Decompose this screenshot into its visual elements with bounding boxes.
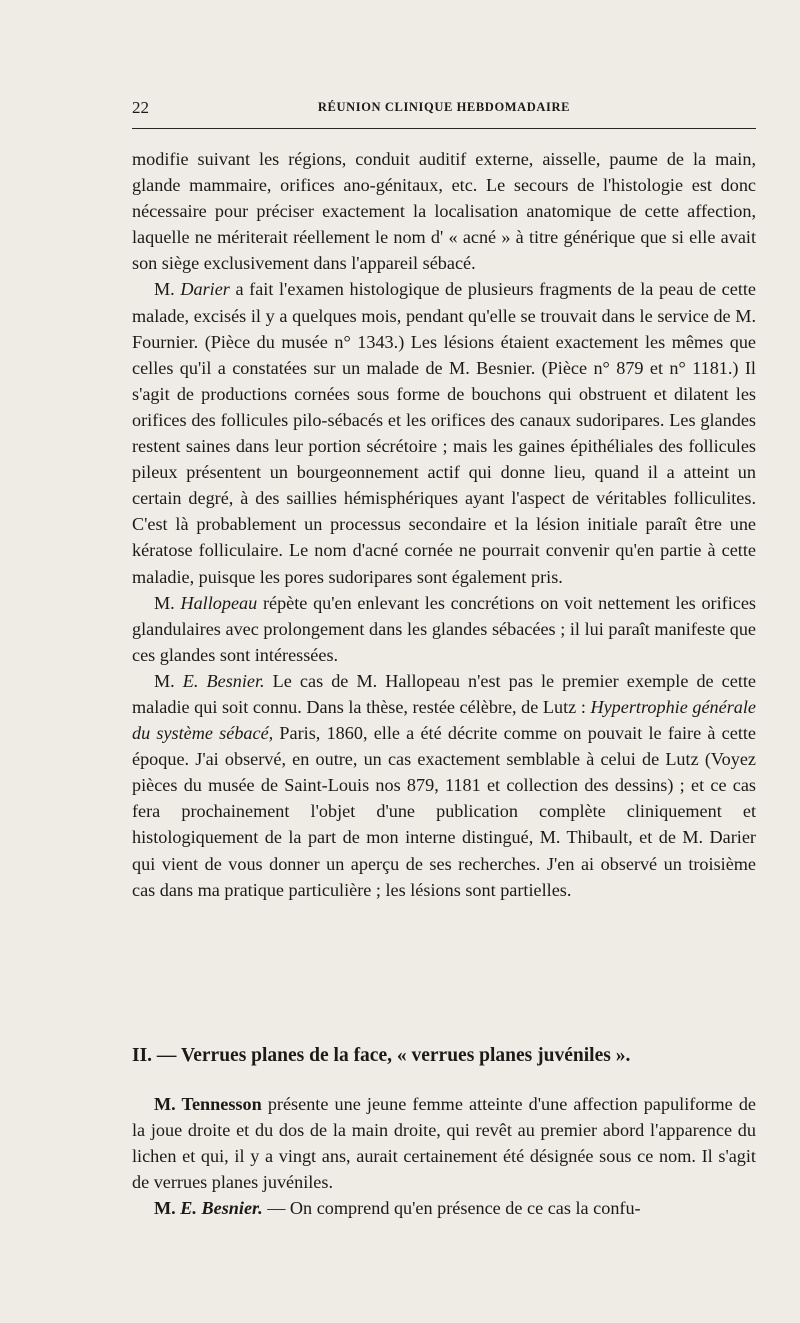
speaker-name: E. Besnier. (180, 1198, 263, 1219)
speaker-prefix: M. (154, 1198, 181, 1219)
paragraph-4 (132, 668, 756, 903)
header-rule (132, 128, 756, 129)
page-header (132, 98, 756, 120)
page-number: 22 (132, 98, 149, 117)
speaker-name: Hallopeau (180, 592, 258, 613)
section-heading: II. — Verrues planes de la face, « verrues planes juvéniles ». (132, 1045, 631, 1066)
paragraph-5-text: présente une jeune femme atteinte d'une affection papuliforme de la joue droite et du dos de la main droite, qui revêt au premier abord l'apparence du lichen et qui, il y a vingt ans, aurait certainement été désignée sous ce nom. Il s'agit de verrues planes juvéniles. (132, 1094, 756, 1193)
speaker-name: M. Tennesson (154, 1094, 262, 1114)
paragraph-3-text: répète qu'en enlevant les concrétions on voit nettement les orifices glandulaires avec prolongement dans les glandes sébacées ; il lui paraît manifeste que ces glandes sont intéressées. (132, 592, 757, 665)
body-text-2 (132, 1091, 756, 1221)
paragraph-2 (132, 276, 756, 589)
paragraph-4-text-b: Paris, 1860, elle a été décrite comme on pouvait le faire à cette époque. J'ai observé, en outre, un cas exactement semblable à celui de Lutz (Voyez pièces du musée de Saint-Louis nos 879, 1181 et collection des dessins) ; et ce cas fera prochainement l'objet d'une publication complète cliniquement et histologiquement de la part de mon interne distingué, M. Thibault, et de M. Darier qui vient de vous donner un aperçu de ses recherches. J'en ai observé un troisième cas dans ma pratique particulière ; les lésions sont partielles. (132, 723, 756, 900)
running-title: RÉUNION CLINIQUE HEBDOMADAIRE (317, 100, 571, 114)
paragraph-1-text: modifie suivant les régions, conduit auditif externe, aisselle, paume de la main, glande mammaire, orifices ano-génitaux, etc. Le secours de l'histologie est donc nécessaire pour préciser exactement la localisation anatomique de cette affection, laquelle ne mériterait réellement le nom d' « acné » à titre générique que si elle avait son siège exclusivement dans l'appareil sébacé. (132, 149, 756, 274)
speaker-name: E. Besnier. (182, 670, 265, 691)
speaker-prefix: M. (154, 592, 181, 613)
speaker-prefix: M. (154, 279, 181, 300)
body-text (132, 146, 756, 903)
paragraph-6-text: — On comprend qu'en présence de ce cas la confu- (262, 1198, 641, 1219)
paragraph-6 (132, 1195, 756, 1221)
paragraph-5 (132, 1091, 756, 1195)
speaker-prefix: M. (154, 670, 183, 691)
speaker-name: Darier (180, 279, 230, 300)
work-title: Hypertrophie générale du système sébacé, (132, 696, 756, 744)
paragraph-3 (132, 590, 756, 668)
paragraph-4-text-a: Le cas de M. Hallopeau n'est pas le premier exemple de cette maladie qui soit connu. Dans la thèse, restée célèbre, de Lutz : (132, 670, 757, 717)
paragraph-1 (132, 146, 756, 276)
paragraph-2-text: a fait l'examen histologique de plusieurs fragments de la peau de cette malade, excisés il y a quelques mois, pendant qu'elle se trouvait dans le service de M. Fournier. (Pièce du musée n° 1343.) Les lésions étaient exactement les mêmes que celles qu'il a constatées sur un malade de M. Besnier. (Pièce n° 879 et n° 1181.) Il s'agit de productions cornées sous forme de bouchons qui obstruent et dilatent les orifices des follicules pilo-sébacés et les orifices des canaux sudoripares. Les glandes restent saines dans leur portion sécrétoire ; mais les gaines épithéliales des follicules pileux présentent un bourgeonnement actif qui donne lieu, quand il a atteint un certain degré, à des saillies hémisphériques ayant l'aspect de véritables folliculites. C'est là probablement un processus secondaire et la lésion initiale paraît être une kératose folliculaire. Le nom d'acné cornée ne pourrait convenir qu'en partie à cette maladie, puisque les pores sudoripares sont également pris. (132, 279, 757, 587)
